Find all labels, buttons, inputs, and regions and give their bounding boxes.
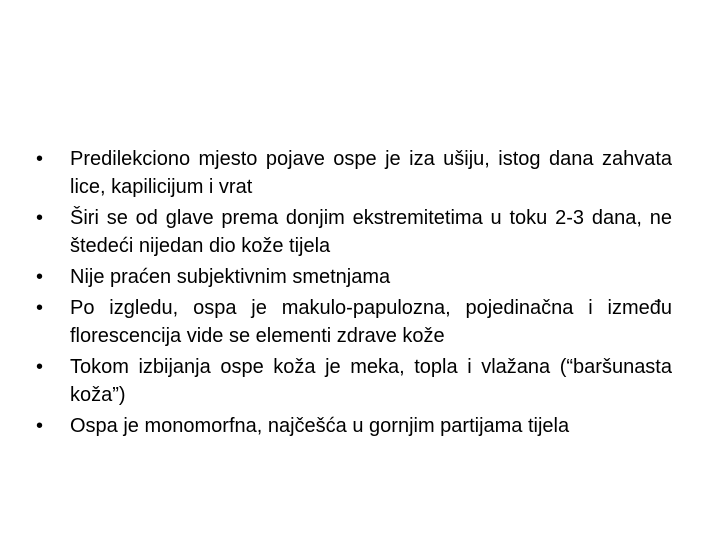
bullet-text: Širi se od glave prema donjim ekstremitetima u toku 2-3 dana, ne štedeći nijedan dio kože tijela [70,207,672,257]
bullet-item [36,204,672,260]
bullet-icon: • [36,148,44,170]
bullet-list [36,145,672,443]
bullet-item [36,412,672,440]
bullet-text: Predilekciono mjesto pojave ospe je iza ušiju, istog dana zahvata lice, kapilicijum i vrat [70,148,672,198]
bullet-text: Ospa je monomorfna, najčešća u gornjim partijama tijela [70,415,570,437]
bullet-icon: • [36,415,44,437]
bullet-text: Nije praćen subjektivnim smetnjama [70,266,391,288]
bullet-text: Tokom izbijanja ospe koža je meka, topla i vlažana (“baršunasta koža”) [70,356,672,406]
bullet-item [36,294,672,350]
bullet-icon: • [36,207,44,229]
bullet-item [36,353,672,409]
bullet-icon: • [36,356,44,378]
bullet-icon: • [36,266,44,288]
bullet-item [36,145,672,201]
bullet-item [36,263,672,291]
bullet-icon: • [36,297,44,319]
bullet-text: Po izgledu, ospa je makulo-papulozna, pojedinačna i između florescencija vide se elementi zdrave kože [70,297,672,347]
